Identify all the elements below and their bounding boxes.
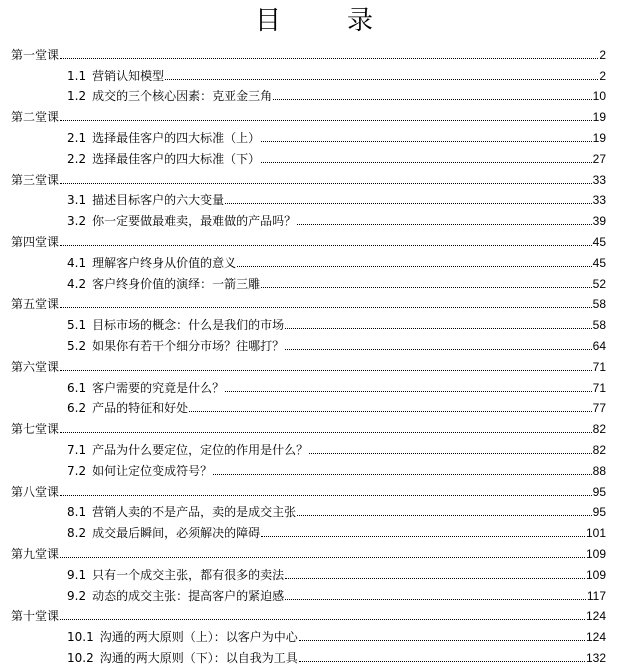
toc-section-entry[interactable]: [0, 187, 630, 208]
toc-entry-text: 动态的成交主张：提高客户的紧迫感: [92, 588, 285, 603]
toc-section-entry[interactable]: [0, 124, 630, 145]
toc-section-entry[interactable]: [0, 83, 630, 104]
toc-page-number: 33: [592, 193, 606, 208]
toc-dot-leader: [60, 557, 585, 558]
toc-page-number: 71: [592, 380, 606, 395]
toc-list: [0, 41, 630, 665]
toc-page-number: 109: [585, 567, 606, 582]
toc-entry-number: 10.2: [67, 650, 94, 665]
toc-page-number: 52: [592, 276, 606, 291]
toc-dot-leader: [60, 245, 592, 246]
toc-entry-number: 4.2: [67, 276, 87, 291]
toc-entry-text: 第八堂课: [11, 484, 60, 499]
toc-entry-text: 第三堂课: [11, 172, 60, 187]
toc-entry-label: [11, 485, 59, 499]
toc-page-number: 27: [592, 151, 606, 166]
toc-page-number: 77: [592, 401, 606, 416]
toc-section-entry[interactable]: [0, 395, 630, 416]
toc-entry-text: 营销认知模型: [92, 68, 165, 83]
toc-chapter-entry[interactable]: [0, 353, 630, 374]
toc-entry-number: 4.1: [67, 255, 87, 270]
toc-dot-leader: [60, 370, 592, 371]
toc-entry-label: [67, 630, 298, 644]
toc-section-entry[interactable]: [0, 249, 630, 270]
toc-dot-leader: [213, 474, 592, 475]
toc-page-number: 19: [592, 130, 606, 145]
toc-entry-number: 9.2: [67, 588, 87, 603]
toc-entry-text: 你一定要做最难卖，最难做的产品吗？: [92, 214, 297, 229]
toc-chapter-entry[interactable]: [0, 540, 630, 561]
toc-entry-label: [67, 152, 260, 166]
toc-entry-label: [67, 589, 284, 603]
toc-entry-label: [11, 547, 59, 561]
page-title: [0, 4, 630, 38]
toc-entry-text: 成交的三个核心因素：克亚金三角: [92, 89, 273, 104]
toc-entry-number: 5.2: [67, 338, 87, 353]
toc-entry-text: 第十堂课: [11, 609, 60, 624]
toc-page-number: 19: [592, 110, 606, 125]
toc-page-number: 82: [592, 442, 606, 457]
toc-dot-leader: [60, 120, 592, 121]
toc-section-entry[interactable]: [0, 582, 630, 603]
toc-entry-text: 选择最佳客户的四大标准（上）: [92, 130, 261, 145]
toc-entry-number: 6.1: [67, 380, 87, 395]
toc-entry-text: 第九堂课: [11, 546, 60, 561]
toc-entry-label: [11, 235, 59, 249]
toc-section-entry[interactable]: [0, 499, 630, 520]
toc-entry-number: 6.2: [67, 401, 87, 416]
toc-entry-label: [67, 464, 212, 478]
toc-entry-label: [67, 339, 284, 353]
toc-page-number: 58: [592, 318, 606, 333]
toc-entry-label: [67, 193, 224, 207]
toc-entry-label: [67, 568, 284, 582]
toc-entry-text: 成交最后瞬间，必须解决的障碍: [92, 526, 261, 541]
toc-page-number: 39: [592, 214, 606, 229]
toc-entry-text: 沟通的两大原则（上）：以客户为中心: [99, 630, 298, 645]
toc-section-entry[interactable]: [0, 644, 630, 665]
toc-dot-leader: [309, 453, 592, 454]
toc-entry-label: [67, 69, 164, 83]
toc-page-number: 124: [585, 630, 606, 645]
toc-dot-leader: [261, 287, 592, 288]
toc-page-number: 117: [586, 588, 606, 603]
toc-chapter-entry[interactable]: [0, 41, 630, 62]
toc-entry-text: 营销人卖的不是产品，卖的是成交主张: [92, 505, 297, 520]
toc-entry-text: 第五堂课: [11, 297, 60, 312]
title-char-1: 目: [254, 6, 283, 36]
toc-entry-text: 客户需要的究竟是什么？: [92, 380, 225, 395]
toc-dot-leader: [165, 79, 598, 80]
toc-page-number: 45: [592, 234, 606, 249]
toc-chapter-entry[interactable]: [0, 603, 630, 624]
toc-entry-number: 1.2: [67, 89, 87, 104]
toc-dot-leader: [60, 432, 592, 433]
toc-dot-leader: [299, 661, 585, 662]
toc-entry-label: [11, 110, 59, 124]
toc-section-entry[interactable]: [0, 436, 630, 457]
toc-page-number: 101: [585, 526, 606, 541]
toc-page-number: 109: [585, 546, 606, 561]
toc-section-entry[interactable]: [0, 519, 630, 540]
toc-entry-number: 3.1: [67, 193, 87, 208]
toc-page-number: 88: [592, 463, 606, 478]
toc-dot-leader: [237, 266, 592, 267]
toc-dot-leader: [297, 224, 592, 225]
toc-dot-leader: [285, 349, 592, 350]
toc-dot-leader: [189, 411, 592, 412]
toc-dot-leader: [285, 599, 586, 600]
toc-chapter-entry[interactable]: [0, 478, 630, 499]
toc-chapter-entry[interactable]: [0, 291, 630, 312]
toc-entry-text: 第二堂课: [11, 110, 60, 125]
toc-entry-number: 7.2: [67, 463, 87, 478]
toc-entry-label: [67, 381, 224, 395]
toc-entry-text: 第一堂课: [11, 47, 60, 62]
toc-entry-label: [67, 505, 296, 519]
toc-section-entry[interactable]: [0, 270, 630, 291]
toc-entry-text: 描述目标客户的六大变量: [92, 193, 225, 208]
toc-chapter-entry[interactable]: [0, 103, 630, 124]
toc-entry-text: 目标市场的概念：什么是我们的市场: [92, 318, 285, 333]
toc-page-number: 58: [592, 297, 606, 312]
toc-entry-number: 3.2: [67, 214, 87, 229]
toc-dot-leader: [261, 162, 592, 163]
toc-page-number: 71: [592, 359, 606, 374]
toc-page-number: 33: [592, 172, 606, 187]
title-char-2: 录: [347, 6, 376, 36]
toc-entry-number: 2.1: [67, 130, 87, 145]
toc-entry-number: 1.1: [67, 68, 87, 83]
toc-section-entry[interactable]: [0, 207, 630, 228]
toc-dot-leader: [60, 58, 598, 59]
toc-entry-label: [11, 609, 59, 623]
toc-entry-label: [11, 297, 59, 311]
toc-section-entry[interactable]: [0, 374, 630, 395]
toc-entry-text: 第四堂课: [11, 234, 60, 249]
toc-entry-label: [11, 360, 59, 374]
toc-section-entry[interactable]: [0, 332, 630, 353]
toc-dot-leader: [285, 578, 585, 579]
toc-entry-text: 客户终身价值的演绎：一箭三雕: [92, 276, 261, 291]
toc-entry-number: 7.1: [67, 442, 87, 457]
toc-section-entry[interactable]: [0, 623, 630, 644]
toc-section-entry[interactable]: [0, 561, 630, 582]
toc-entry-text: 只有一个成交主张，都有很多的卖法: [92, 567, 285, 582]
toc-dot-leader: [60, 619, 585, 620]
toc-page-number: 10: [592, 89, 606, 104]
toc-entry-label: [67, 256, 236, 270]
toc-entry-label: [67, 131, 260, 145]
toc-entry-text: 产品为什么要定位，定位的作用是什么？: [92, 442, 309, 457]
toc-page-number: 95: [592, 484, 606, 499]
toc-dot-leader: [60, 495, 592, 496]
toc-entry-label: [11, 173, 59, 187]
toc-entry-number: 9.1: [67, 567, 87, 582]
toc-entry-label: [67, 526, 260, 540]
toc-section-entry[interactable]: [0, 62, 630, 83]
toc-dot-leader: [297, 515, 592, 516]
toc-dot-leader: [225, 391, 592, 392]
toc-entry-text: 第七堂课: [11, 422, 60, 437]
toc-dot-leader: [285, 328, 592, 329]
toc-entry-label: [67, 443, 308, 457]
toc-dot-leader: [60, 307, 592, 308]
toc-dot-leader: [273, 99, 592, 100]
toc-entry-label: [67, 214, 296, 228]
toc-section-entry[interactable]: [0, 145, 630, 166]
toc-entry-text: 理解客户终身从价值的意义: [92, 255, 237, 270]
toc-entry-text: 如果你有若干个细分市场？往哪打？: [92, 338, 285, 353]
toc-chapter-entry[interactable]: [0, 166, 630, 187]
toc-page-number: 64: [592, 338, 606, 353]
toc-page-number: 2: [599, 47, 606, 62]
toc-entry-number: 8.2: [67, 526, 87, 541]
toc-entry-label: [67, 318, 284, 332]
toc-entry-text: 沟通的两大原则（下）：以自我为工具: [99, 650, 298, 665]
toc-entry-number: 10.1: [67, 630, 94, 645]
toc-dot-leader: [60, 183, 592, 184]
toc-page-number: 2: [599, 68, 606, 83]
toc-section-entry[interactable]: [0, 457, 630, 478]
toc-page-number: 95: [592, 505, 606, 520]
toc-entry-text: 如何让定位变成符号？: [92, 463, 213, 478]
toc-dot-leader: [299, 640, 585, 641]
toc-entry-label: [67, 277, 260, 291]
toc-chapter-entry[interactable]: [0, 228, 630, 249]
toc-entry-text: 产品的特征和好处: [92, 401, 189, 416]
toc-entry-number: 2.2: [67, 151, 87, 166]
toc-entry-number: 8.1: [67, 505, 87, 520]
toc-page-number: 45: [592, 255, 606, 270]
toc-dot-leader: [261, 536, 585, 537]
toc-entry-number: 5.1: [67, 318, 87, 333]
toc-entry-label: [11, 48, 59, 62]
toc-entry-text: 选择最佳客户的四大标准（下）: [92, 151, 261, 166]
toc-page-number: 132: [585, 650, 606, 665]
toc-page-number: 82: [592, 422, 606, 437]
toc-entry-text: 第六堂课: [11, 359, 60, 374]
toc-entry-label: [67, 89, 272, 103]
toc-dot-leader: [261, 141, 592, 142]
toc-page-number: 124: [585, 609, 606, 624]
toc-dot-leader: [225, 203, 592, 204]
toc-entry-label: [67, 401, 188, 415]
toc-chapter-entry[interactable]: [0, 415, 630, 436]
toc-entry-label: [11, 422, 59, 436]
toc-entry-label: [67, 651, 298, 665]
toc-section-entry[interactable]: [0, 311, 630, 332]
